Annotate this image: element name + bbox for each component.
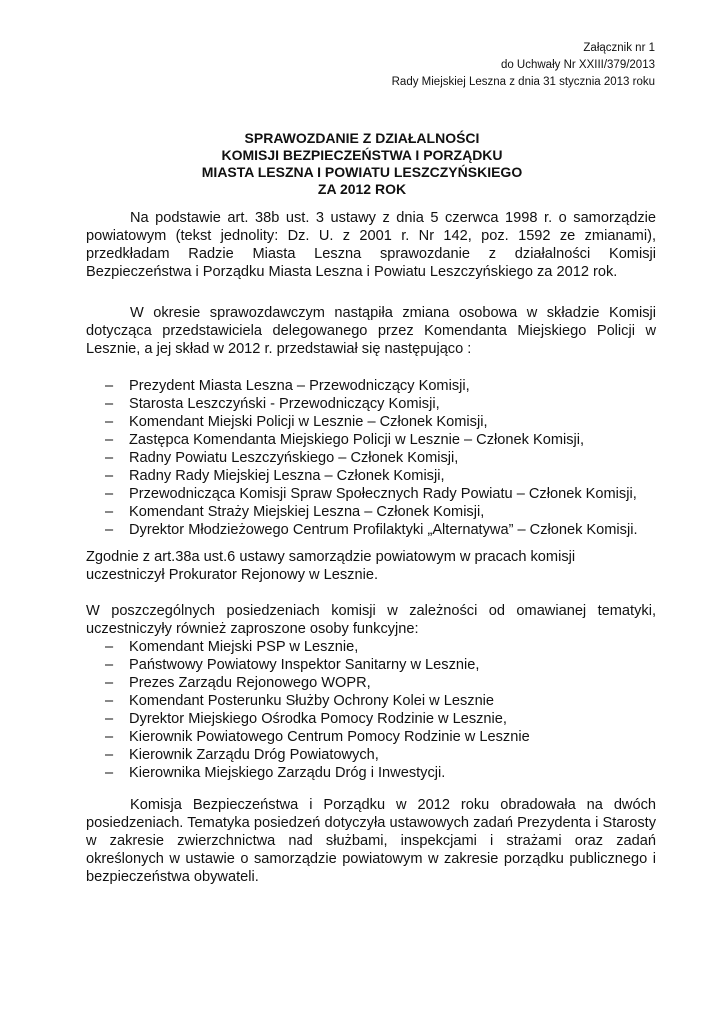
invited-list-item <box>86 638 656 656</box>
member-list-item <box>86 449 656 467</box>
member-list-item-text: Przewodnicząca Komisji Spraw Społecznych Rady Powiatu – Członek Komisji, <box>129 486 637 502</box>
dash-bullet: – <box>105 711 114 727</box>
member-list-item-text: Prezydent Miasta Leszna – Przewodniczący Komisji, <box>129 378 470 394</box>
dash-bullet: – <box>105 765 114 781</box>
dash-bullet: – <box>105 522 114 538</box>
member-list-item <box>86 395 656 413</box>
prosecutor-line-2: uczestniczył Prokurator Rejonowy w Lesznie. <box>86 567 378 583</box>
member-list-item-text: Radny Rady Miejskiej Leszna – Członek Komisji, <box>129 468 445 484</box>
dash-bullet: – <box>105 450 114 466</box>
document-title <box>86 130 638 198</box>
paragraph-prosecutor <box>86 548 656 584</box>
header-resolution-number: do Uchwały Nr XXIII/379/2013 <box>500 59 655 71</box>
dash-bullet: – <box>105 729 114 745</box>
paragraph-invited-intro: W poszczególnych posiedzeniach komisji w zależności od omawianej tematyki, uczestniczyły również zaproszone osoby funkcyjne: <box>86 603 656 637</box>
member-list-item-text: Starosta Leszczyński - Przewodniczący Komisji, <box>129 396 440 412</box>
dash-bullet: – <box>105 378 114 394</box>
invited-list-item-text: Kierownik Powiatowego Centrum Pomocy Rodzinie w Lesznie <box>129 729 530 745</box>
member-list-item <box>86 521 656 539</box>
members-list <box>86 377 656 539</box>
dash-bullet: – <box>105 504 114 520</box>
dash-bullet: – <box>105 639 114 655</box>
member-list-item-text: Komendant Miejski Policji w Lesznie – Członek Komisji, <box>129 414 488 430</box>
dash-bullet: – <box>105 432 114 448</box>
invited-list-item-text: Komendant Posterunku Służby Ochrony Kolei w Lesznie <box>129 693 495 709</box>
dash-bullet: – <box>105 657 114 673</box>
prosecutor-line-1: Zgodnie z art.38a ust.6 ustawy samorządzie powiatowym w pracach komisji <box>86 549 576 565</box>
paragraph-composition-change: W okresie sprawozdawczym nastąpiła zmiana osobowa w składzie Komisji dotycząca przedstawiciela delegowanego przez Komendanta Miejskiego Policji w Lesznie, a jej skład w 2012 r. przedstawiał się następująco : <box>86 305 656 357</box>
dash-bullet: – <box>105 468 114 484</box>
member-list-item-text: Dyrektor Młodzieżowego Centrum Profilaktyki „Alternatywa” – Członek Komisji. <box>129 522 638 538</box>
invited-list-item-text: Prezes Zarządu Rejonowego WOPR, <box>129 675 371 691</box>
member-list-item-text: Zastępca Komendanta Miejskiego Policji w Lesznie – Członek Komisji, <box>129 432 585 448</box>
dash-bullet: – <box>105 675 114 691</box>
invited-list-item <box>86 728 656 746</box>
dash-bullet: – <box>105 414 114 430</box>
attachment-header <box>392 40 655 91</box>
member-list-item-text: Komendant Straży Miejskiej Leszna – Członek Komisji, <box>129 504 485 520</box>
title-line-4: ZA 2012 ROK <box>317 181 407 197</box>
member-list-item <box>86 431 656 449</box>
dash-bullet: – <box>105 486 114 502</box>
invited-list-item-text: Dyrektor Miejskiego Ośrodka Pomocy Rodzinie w Lesznie, <box>129 711 507 727</box>
member-list-item-text: Radny Powiatu Leszczyńskiego – Członek Komisji, <box>129 450 459 466</box>
title-line-2: KOMISJI BEZPIECZEŃSTWA I PORZĄDKU <box>221 147 503 163</box>
invited-list-item <box>86 764 656 782</box>
member-list-item <box>86 413 656 431</box>
invited-list-item-text: Kierownik Zarządu Dróg Powiatowych, <box>129 747 379 763</box>
invited-list-item-text: Kierownika Miejskiego Zarządu Dróg i Inwestycji. <box>129 765 446 781</box>
invited-list-item <box>86 674 656 692</box>
member-list-item <box>86 377 656 395</box>
members-list-wrapper <box>86 377 656 539</box>
member-list-item <box>86 467 656 485</box>
invited-list-item-text: Komendant Miejski PSP w Lesznie, <box>129 639 359 655</box>
invited-list-item-text: Państwowy Powiatowy Inspektor Sanitarny w Lesznie, <box>129 657 480 673</box>
invited-list-item <box>86 710 656 728</box>
invited-list <box>86 638 656 782</box>
invited-list-wrapper <box>86 638 656 782</box>
dash-bullet: – <box>105 396 114 412</box>
paragraph-legal-basis: Na podstawie art. 38b ust. 3 ustawy z dnia 5 czerwca 1998 r. o samorządzie powiatowym (tekst jednolity: Dz. U. z 2001 r. Nr 142, poz. 1592 ze zmianami), przedkładam Radzie Miasta Leszna sprawozdanie z działalności Komisji Bezpieczeństwa i Porządku Miasta Leszna i Powiatu Leszczyńskiego za 2012 rok. <box>86 210 656 280</box>
invited-list-item <box>86 656 656 674</box>
member-list-item <box>86 503 656 521</box>
dash-bullet: – <box>105 693 114 709</box>
title-line-3: MIASTA LESZNA I POWIATU LESZCZYŃSKIEGO <box>201 164 523 180</box>
header-attachment-number: Załącznik nr 1 <box>583 42 655 54</box>
dash-bullet: – <box>105 747 114 763</box>
invited-list-item <box>86 692 656 710</box>
member-list-item <box>86 485 656 503</box>
paragraph-meetings-summary: Komisja Bezpieczeństwa i Porządku w 2012 roku obradowała na dwóch posiedzeniach. Tematyka posiedzeń dotyczyła ustawowych zadań Prezydenta i Starosty w zakresie zwierzchnictwa nad służbami, inspekcjami i strażami oraz zadań określonych w ustawie o samorządzie powiatowym w zakresie porządku publicznego i bezpieczeństwa obywateli. <box>86 797 656 885</box>
invited-list-item <box>86 746 656 764</box>
header-council-date: Rady Miejskiej Leszna z dnia 31 stycznia 2013 roku <box>391 76 655 88</box>
title-line-1: SPRAWOZDANIE Z DZIAŁALNOŚCI <box>244 130 480 146</box>
